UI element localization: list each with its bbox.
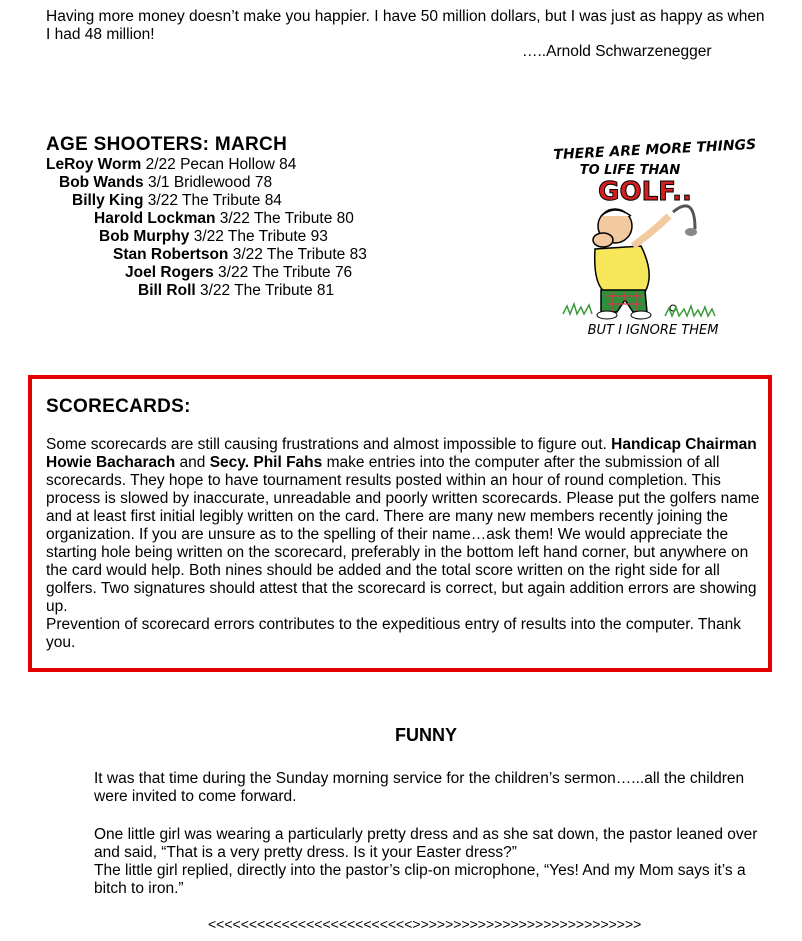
shooter-detail: 3/22 The Tribute 93 [189,228,328,245]
age-shooter-entry [113,246,367,264]
shooter-detail: 3/22 The Tribute 76 [213,264,353,281]
shooter-name: Bob Wands [59,174,144,191]
section-divider: <<<<<<<<<<<<<<<<<<<<<<<<<>>>>>>>>>>>>>>>>>>>>>>>>>>>> [208,916,642,932]
funny-paragraph: The little girl replied, directly into the pastor’s clip-on microphone, “Yes! And my Mom says it’s a bitch to iron.” [94,862,746,897]
age-shooter-entry [125,264,352,282]
age-shooter-entry [138,282,334,300]
shooter-detail: 3/22 The Tribute 83 [228,246,367,263]
age-shooter-entry [99,228,328,246]
scorecards-closing: Prevention of scorecard errors contributes to the expeditious entry of results into the computer. Thank you. [46,616,741,651]
handicap-chairman-name: Handicap Chairman Howie Bacharach [46,436,757,471]
funny-paragraph: It was that time during the Sunday morning service for the children’s sermon…...all the children were invited to come forward. [94,770,745,805]
shooter-name: Harold Lockman [94,210,216,227]
funny-paragraph: One little girl was wearing a particularly pretty dress and as she sat down, the pastor leaned over and said, “That is a very pretty dress. Is it your Easter dress?” [94,826,758,861]
secretary-name: Secy. Phil Fahs [209,454,323,471]
shooter-name: Billy King [72,192,144,209]
cartoon-caption-bottom: BUT I IGNORE THEM [587,323,719,338]
shooter-detail: 3/1 Bridlewood 78 [143,174,273,191]
quote-attribution: …..Arnold Schwarzenegger [522,43,712,60]
scorecards-body [46,436,762,652]
shooter-name: LeRoy Worm [46,156,142,173]
scorecards-text: make entries into the computer after the submission of all scorecards. They hope to have tournament results posted within an hour of round completion. This process is slowed by inaccurate, unreadable and poorly written scorecards. Please put the golfers name and at least first initial legibly written on the card. There are many new members recently joining the organization. If you are unsure as to the spelling of their name…ask them! We would appreciate the starting hole being written on the scorecard, preferably in the bottom left hand corner, but anywhere on the card would help. Both nines should be added and the total score written on the right side for all golfers. Two signatures should attest that the scorecard is correct, but again addition errors are showing up. [46,454,760,615]
shooter-detail: 3/22 The Tribute 81 [195,282,335,299]
golfer-figure [593,206,697,319]
cartoon-caption-middle: TO LIFE THAN [579,163,681,178]
shooter-name: Joel Rogers [125,264,214,281]
shooter-detail: 3/22 The Tribute 80 [215,210,354,227]
scorecards-text: and [175,454,210,471]
shooter-detail: 2/22 Pecan Hollow 84 [141,156,297,173]
quote-text: Having more money doesn’t make you happier. I have 50 million dollars, but I was just as happy as when I had 48 million! [46,8,765,43]
cartoon-caption-top: THERE ARE MORE THINGS [553,136,757,164]
scorecards-text: Some scorecards are still causing frustrations and almost impossible to figure out. [46,436,612,453]
age-shooters-title: AGE SHOOTERS: MARCH [46,134,288,155]
age-shooter-entry [94,210,354,228]
scorecards-title: SCORECARDS: [46,396,191,417]
shooter-detail: 3/22 The Tribute 84 [143,192,282,209]
golf-cartoon-image [545,134,765,346]
cartoon-golf-word: GOLF.. [598,177,692,207]
funny-title: FUNNY [395,725,457,745]
age-shooter-entry [59,174,272,192]
age-shooter-entry [46,156,296,174]
shooter-name: Bill Roll [138,282,196,299]
shooter-name: Bob Murphy [99,228,190,245]
age-shooter-entry [72,192,282,210]
shooter-name: Stan Robertson [113,246,229,263]
